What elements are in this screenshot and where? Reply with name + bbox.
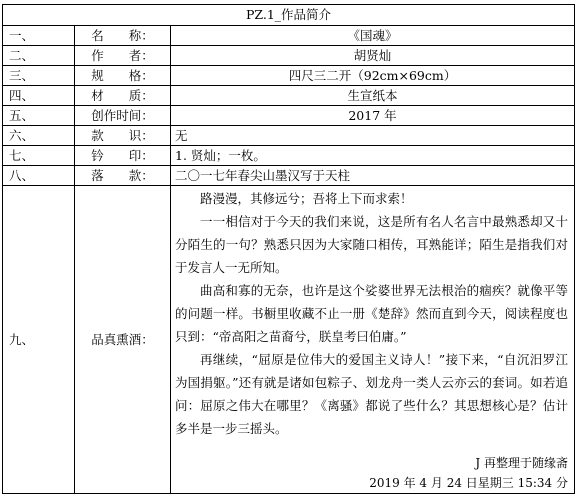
row-label: 规 格： xyxy=(75,66,171,86)
row-label: 品真熏酒： xyxy=(75,186,171,494)
row-value: 1. 贤灿；一枚。 xyxy=(171,146,575,166)
row-number: 一、 xyxy=(3,26,75,46)
row-number: 九、 xyxy=(3,186,75,494)
row-number: 二、 xyxy=(3,46,75,66)
table-row xyxy=(3,86,575,106)
appreciation-row xyxy=(3,186,575,494)
row-number: 四、 xyxy=(3,86,75,106)
table-row xyxy=(3,166,575,186)
paragraph: 曲高和寡的无奈，也许是这个娑婆世界无法根治的痼疾？就像平等的问题一样。书橱里收藏不止一册《楚辞》然而直到今天，阅读程度也只到：“帝高阳之苗裔兮，朕皇考曰伯庸。” xyxy=(175,283,568,344)
paragraph: 一一相信对于今天的我们来说，这是所有名人名言中最熟悉却又十分陌生的一句？熟悉只因为大家随口相传，耳熟能详；陌生是指我们对于发言人一无所知。 xyxy=(175,214,568,275)
table-row xyxy=(3,26,575,46)
table-title: PZ.1_作品简介 xyxy=(3,5,575,26)
row-label: 创作时间： xyxy=(75,106,171,126)
signature: J 再整理于随缘斋 xyxy=(475,456,568,470)
signature-datetime: 2019 年 4 月 24 日星期三 15:34 分 xyxy=(369,476,568,490)
paragraph: 再继续，“屈原是位伟大的爱国主义诗人！”接下来，“自沉汨罗江为国捐躯。”还有就是诸如包粽子、划龙舟一类人云亦云的套词。如若追问：屈原之伟大在哪里？《离骚》都说了些什么？其思想核心是？估计多半是一步三摇头。 xyxy=(175,352,568,436)
row-value: 四尺三二开（92cm×69cm） xyxy=(171,66,575,86)
table-row xyxy=(3,126,575,146)
row-label: 名 称： xyxy=(75,26,171,46)
row-label: 作 者： xyxy=(75,46,171,66)
table-row xyxy=(3,46,575,66)
intro-table xyxy=(2,4,575,494)
row-value: 《国魂》 xyxy=(171,26,575,46)
row-label: 钤 印： xyxy=(75,146,171,166)
row-value: 生宣纸本 xyxy=(171,86,575,106)
row-label: 材 质： xyxy=(75,86,171,106)
row-label: 落 款： xyxy=(75,166,171,186)
row-value: 无 xyxy=(171,126,575,146)
row-number: 七、 xyxy=(3,146,75,166)
row-number: 五、 xyxy=(3,106,75,126)
row-number: 六、 xyxy=(3,126,75,146)
table-row xyxy=(3,146,575,166)
table-row xyxy=(3,66,575,86)
row-value: 2017 年 xyxy=(171,106,575,126)
row-number: 三、 xyxy=(3,66,75,86)
table-row xyxy=(3,106,575,126)
row-value: 二〇一七年春尖山墨汉写于天柱 xyxy=(171,166,575,186)
paragraph: 路漫漫，其修远兮；吾将上下而求索！ xyxy=(200,191,413,206)
appreciation-text xyxy=(171,186,575,494)
row-label: 款 识： xyxy=(75,126,171,146)
row-number: 八、 xyxy=(3,166,75,186)
row-value: 胡贤灿 xyxy=(171,46,575,66)
